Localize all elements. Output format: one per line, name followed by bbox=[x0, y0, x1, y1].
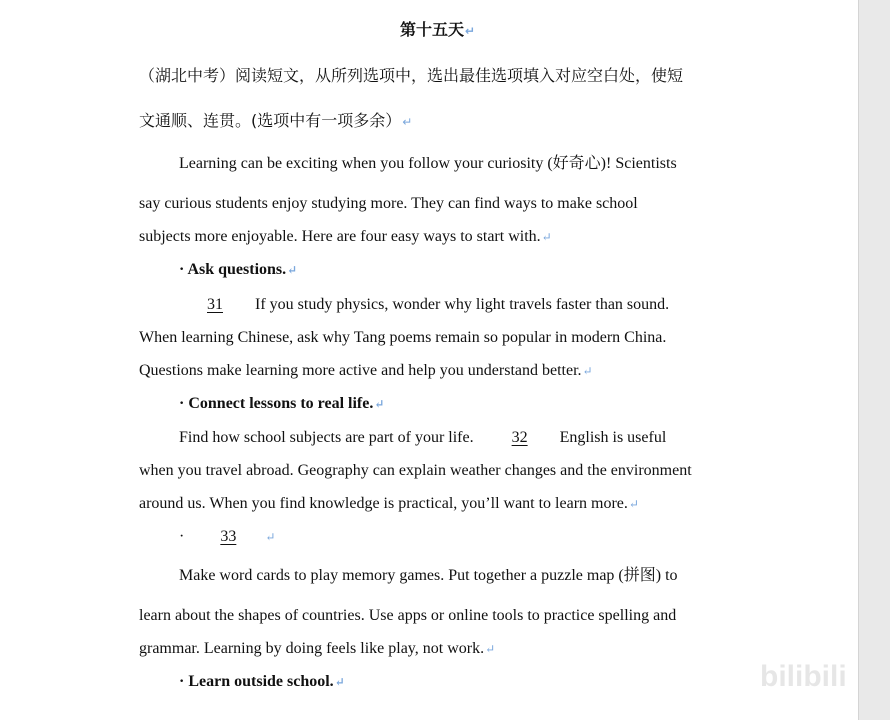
paragraph-3-line: around us. When you find knowledge is practical, you’ll want to learn more.↵ bbox=[139, 495, 639, 512]
bilibili-watermark: bilibili bbox=[760, 660, 847, 693]
paragraph-4-line: Make word cards to play memory games. Put together a puzzle map (拼图) to bbox=[179, 567, 678, 584]
paragraph-2-line: Questions make learning more active and help you understand better.↵ bbox=[139, 362, 593, 379]
heading-connect-lessons: · Connect lessons to real life.↵ bbox=[179, 395, 385, 412]
heading-learn-outside: · Learn outside school.↵ bbox=[179, 673, 345, 690]
page-title: 第十五天↵ bbox=[400, 20, 476, 39]
paragraph-2-line: 31 If you study physics, wonder why light travels faster than sound. bbox=[179, 295, 669, 315]
paragraph-4-line: grammar. Learning by doing feels like play, not work.↵ bbox=[139, 640, 496, 657]
blank-33[interactable]: 33 bbox=[220, 528, 237, 545]
paragraph-3-line: when you travel abroad. Geography can explain weather changes and the environment bbox=[139, 462, 692, 479]
paragraph-1-line: Learning can be exciting when you follow your curiosity (好奇心)! Scientists bbox=[179, 155, 677, 172]
blank-31[interactable]: 31 bbox=[207, 296, 223, 313]
heading-blank-33: · 33 ↵ bbox=[179, 528, 276, 545]
instruction-line-2: 文通顺、连贯。(选项中有一项多余）↵ bbox=[139, 111, 413, 130]
paragraph-1-line: say curious students enjoy studying more. They can find ways to make school bbox=[139, 195, 638, 212]
paragraph-2-line: When learning Chinese, ask why Tang poems remain so popular in modern China. bbox=[139, 329, 667, 346]
paragraph-3-line: Find how school subjects are part of your life. 32 English is useful bbox=[179, 429, 667, 446]
paragraph-1-line: subjects more enjoyable. Here are four easy ways to start with.↵ bbox=[139, 228, 552, 245]
heading-ask-questions: · Ask questions.↵ bbox=[179, 261, 298, 278]
blank-32[interactable]: 32 bbox=[511, 429, 528, 446]
paragraph-4-line: learn about the shapes of countries. Use apps or online tools to practice spelling and bbox=[139, 607, 677, 624]
instruction-line-1: （湖北中考）阅读短文，从所列选项中，选出最佳选项填入对应空白处，使短 bbox=[139, 66, 684, 85]
